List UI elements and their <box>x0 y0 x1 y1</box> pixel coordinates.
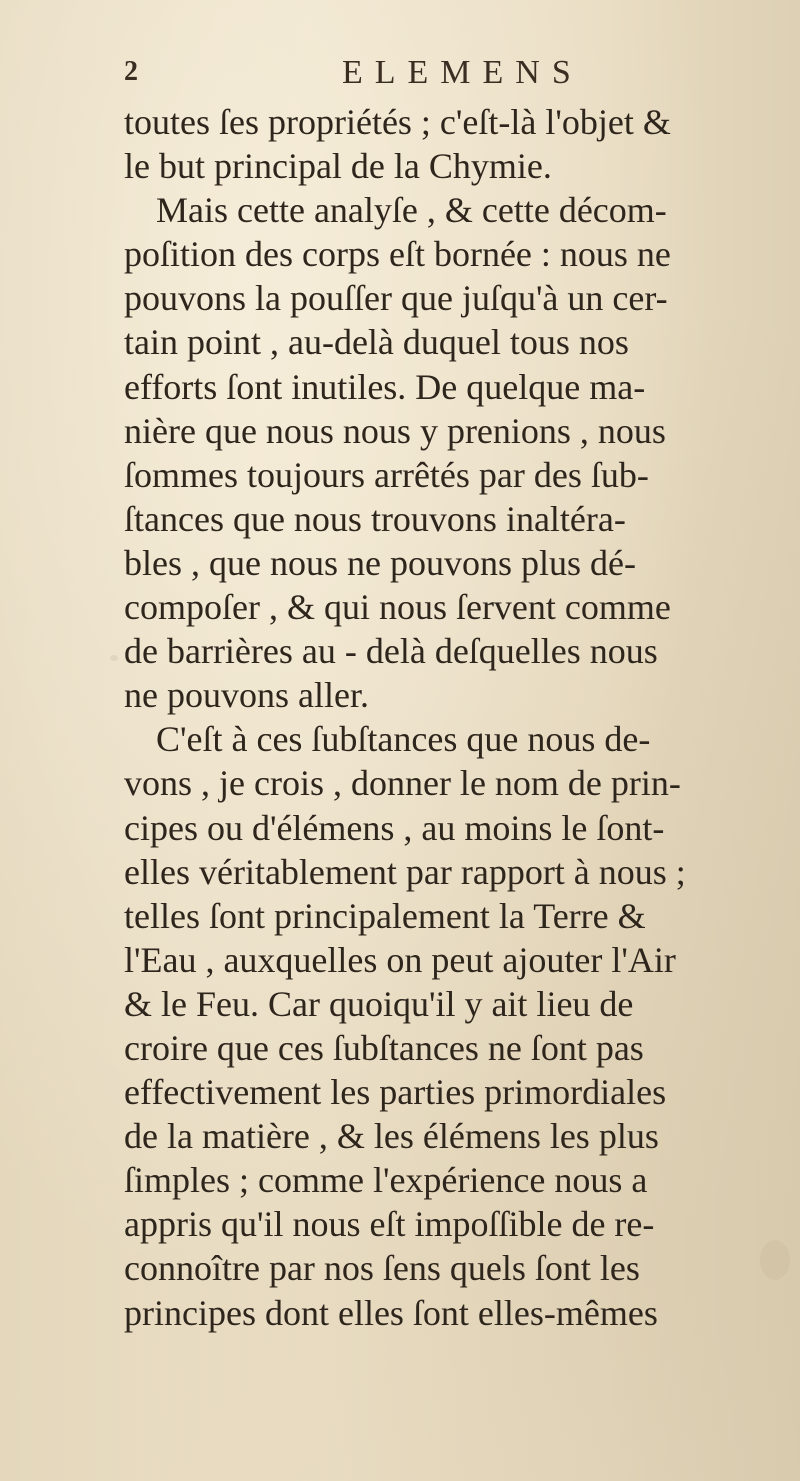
text-line: ne pouvons aller. <box>124 675 369 716</box>
page-number: 2 <box>124 56 138 87</box>
paragraph-start-line: Mais cette analyſe , & cette décom- <box>156 190 667 231</box>
text-line: ſtances que nous trouvons inaltéra- <box>124 498 626 539</box>
text-line: telles ſont principalement la Terre & <box>124 895 646 936</box>
text-line: l'Eau , auxquelles on peut ajouter l'Air <box>124 939 676 980</box>
text-line: connoître par nos ſens quels ſont les <box>124 1248 640 1289</box>
text-line: & le Feu. Car quoiqu'il y ait lieu de <box>124 983 634 1024</box>
running-title: ELEMENS <box>342 54 583 91</box>
paragraph-start-line: C'eſt à ces ſubſtances que nous de- <box>156 719 651 760</box>
text-line: de la matière , & les élémens les plus <box>124 1116 659 1157</box>
text-line: bles , que nous ne pouvons plus dé- <box>124 542 636 583</box>
running-head <box>124 56 744 96</box>
text-line: poſition des corps eſt bornée : nous ne <box>124 234 671 275</box>
text-line: de barrières au - delà deſquelles nous <box>124 631 658 672</box>
text-line: tain point , au-delà duquel tous nos <box>124 322 629 363</box>
text-line: croire que ces ſubſtances ne ſont pas <box>124 1027 644 1068</box>
text-line: pouvons la pouſſer que juſqu'à un cer- <box>124 278 668 319</box>
text-line: le but principal de la Chymie. <box>124 146 552 187</box>
text-line: vons , je crois , donner le nom de prin- <box>124 763 681 804</box>
paper-stain <box>760 1240 790 1280</box>
paper-spot <box>110 655 118 661</box>
text-line: compoſer , & qui nous ſervent comme <box>124 587 671 628</box>
text-line: appris qu'il nous eſt impoſſible de re- <box>124 1204 655 1245</box>
text-line: elles véritablement par rapport à nous ; <box>124 851 686 892</box>
body-text <box>124 100 754 1335</box>
text-line: ſimples ; comme l'expérience nous a <box>124 1160 648 1201</box>
text-line: cipes ou d'élémens , au moins le ſont- <box>124 807 665 848</box>
text-line: nière que nous nous y prenions , nous <box>124 410 666 451</box>
text-line: principes dont elles ſont elles-mêmes <box>124 1292 658 1333</box>
text-line: effectivement les parties primordiales <box>124 1072 667 1113</box>
text-line: efforts ſont inutiles. De quelque ma- <box>124 366 646 407</box>
text-line: toutes ſes propriétés ; c'eſt-là l'objet & <box>124 102 671 142</box>
text-line: ſommes toujours arrêtés par des ſub- <box>124 454 649 495</box>
